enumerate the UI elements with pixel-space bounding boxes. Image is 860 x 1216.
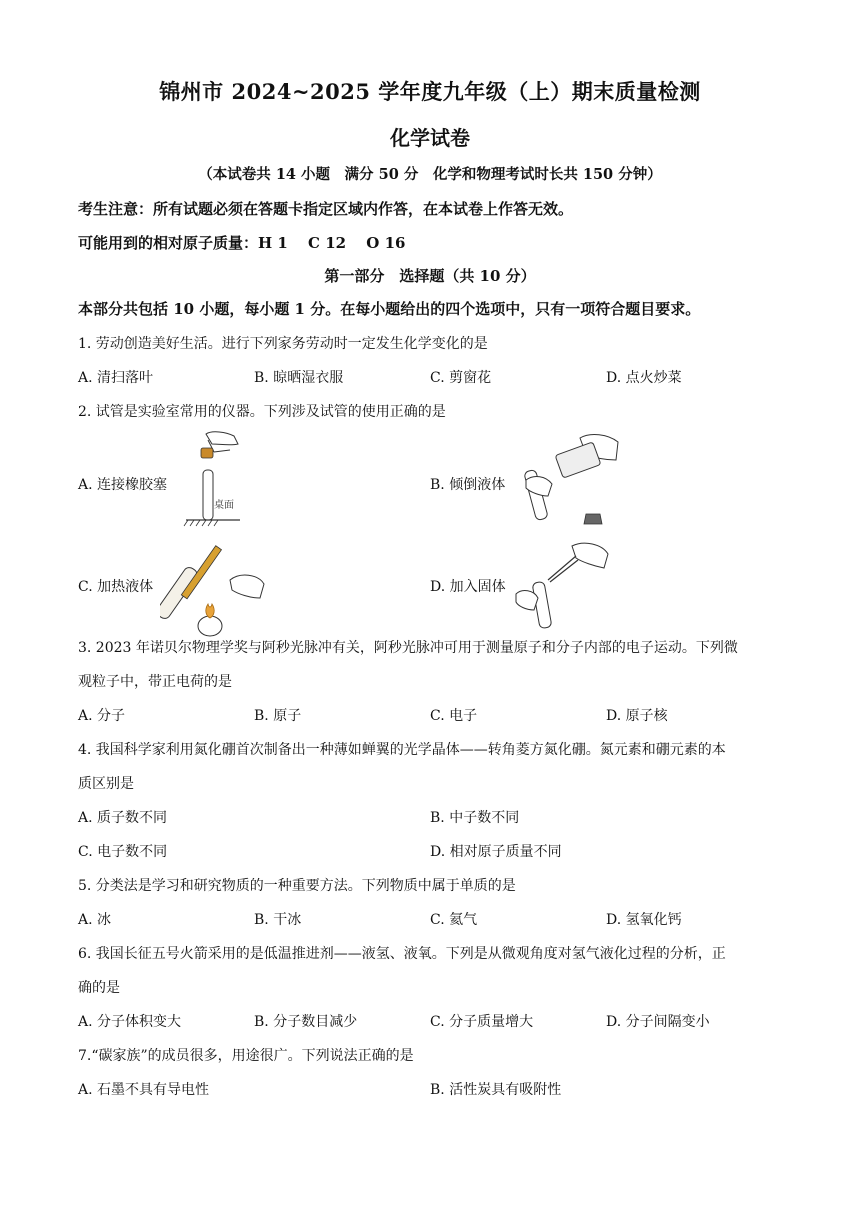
pour-liquid-illustration xyxy=(520,430,625,530)
q4-option-d: D. 相对原子质量不同 xyxy=(430,844,562,860)
question-2-stem: 2. 试管是实验室常用的仪器。下列涉及试管的使用正确的是 xyxy=(78,404,446,420)
question-6-stem-line2: 确的是 xyxy=(78,980,120,996)
exam-subtitle: 化学试卷 xyxy=(390,126,470,150)
add-solid-illustration xyxy=(512,538,612,638)
q4-option-c: C. 电子数不同 xyxy=(78,844,168,860)
q2-option-b: B. 倾倒液体 xyxy=(430,477,506,493)
q5-option-b: B. 干冰 xyxy=(254,912,302,928)
exam-notice: 考生注意：所有试题必须在答题卡指定区域内作答，在本试卷上作答无效。 xyxy=(78,200,574,218)
heat-liquid-illustration xyxy=(160,538,270,638)
question-3-stem-line2: 观粒子中，带正电荷的是 xyxy=(78,674,232,690)
question-1-stem: 1. 劳动创造美好生活。进行下列家务劳动时一定发生化学变化的是 xyxy=(78,336,488,352)
q7-option-b: B. 活性炭具有吸附性 xyxy=(430,1082,562,1098)
q3-option-d: D. 原子核 xyxy=(606,708,668,724)
exam-title: 锦州市 2024~2025 学年度九年级（上）期末质量检测 xyxy=(159,79,701,104)
q7-option-a: A. 石墨不具有导电性 xyxy=(78,1082,210,1098)
q1-option-a: A. 清扫落叶 xyxy=(78,370,154,386)
q2-option-a: A. 连接橡胶塞 xyxy=(78,477,168,493)
question-4-stem-line1: 4. 我国科学家利用氮化硼首次制备出一种薄如蝉翼的光学晶体——转角菱方氮化硼。氮元素和硼元素的本 xyxy=(78,742,726,758)
q4-option-b: B. 中子数不同 xyxy=(430,810,520,826)
q2-option-d: D. 加入固体 xyxy=(430,579,506,595)
q1-option-b: B. 晾晒湿衣服 xyxy=(254,370,344,386)
q2-option-c: C. 加热液体 xyxy=(78,579,154,595)
q3-option-a: A. 分子 xyxy=(78,708,126,724)
part1-heading: 第一部分 选择题（共 10 分） xyxy=(324,267,536,285)
q6-option-a: A. 分子体积变大 xyxy=(78,1014,182,1030)
stopper-insert-illustration xyxy=(178,430,248,534)
q4-option-a: A. 质子数不同 xyxy=(78,810,168,826)
q5-option-c: C. 氦气 xyxy=(430,912,478,928)
table-label: 桌面 xyxy=(214,500,234,511)
exam-info: （本试卷共 14 小题 满分 50 分 化学和物理考试时长共 150 分钟） xyxy=(198,166,662,183)
question-3-stem-line1: 3. 2023 年诺贝尔物理学奖与阿秒光脉冲有关，阿秒光脉冲可用于测量原子和分子内部的电子运动。下列微 xyxy=(78,640,738,656)
q5-option-a: A. 冰 xyxy=(78,912,112,928)
q6-option-c: C. 分子质量增大 xyxy=(430,1014,534,1030)
q6-option-b: B. 分子数目减少 xyxy=(254,1014,358,1030)
question-6-stem-line1: 6. 我国长征五号火箭采用的是低温推进剂——液氢、液氧。下列是从微观角度对氢气液化过程的分析，正 xyxy=(78,946,726,962)
q3-option-b: B. 原子 xyxy=(254,708,302,724)
atomic-mass-line: 可能用到的相对原子质量：H 1 C 12 O 16 xyxy=(78,234,406,252)
q3-option-c: C. 电子 xyxy=(430,708,478,724)
q1-option-c: C. 剪窗花 xyxy=(430,370,492,386)
q1-option-d: D. 点火炒菜 xyxy=(606,370,682,386)
part1-instruction: 本部分共包括 10 小题，每小题 1 分。在每小题给出的四个选项中，只有一项符合题目要求。 xyxy=(78,300,701,318)
question-4-stem-line2: 质区别是 xyxy=(78,776,134,792)
question-5-stem: 5. 分类法是学习和研究物质的一种重要方法。下列物质中属于单质的是 xyxy=(78,878,516,894)
question-7-stem: 7.“碳家族”的成员很多，用途很广。下列说法正确的是 xyxy=(78,1048,414,1064)
q5-option-d: D. 氢氧化钙 xyxy=(606,912,682,928)
q6-option-d: D. 分子间隔变小 xyxy=(606,1014,710,1030)
